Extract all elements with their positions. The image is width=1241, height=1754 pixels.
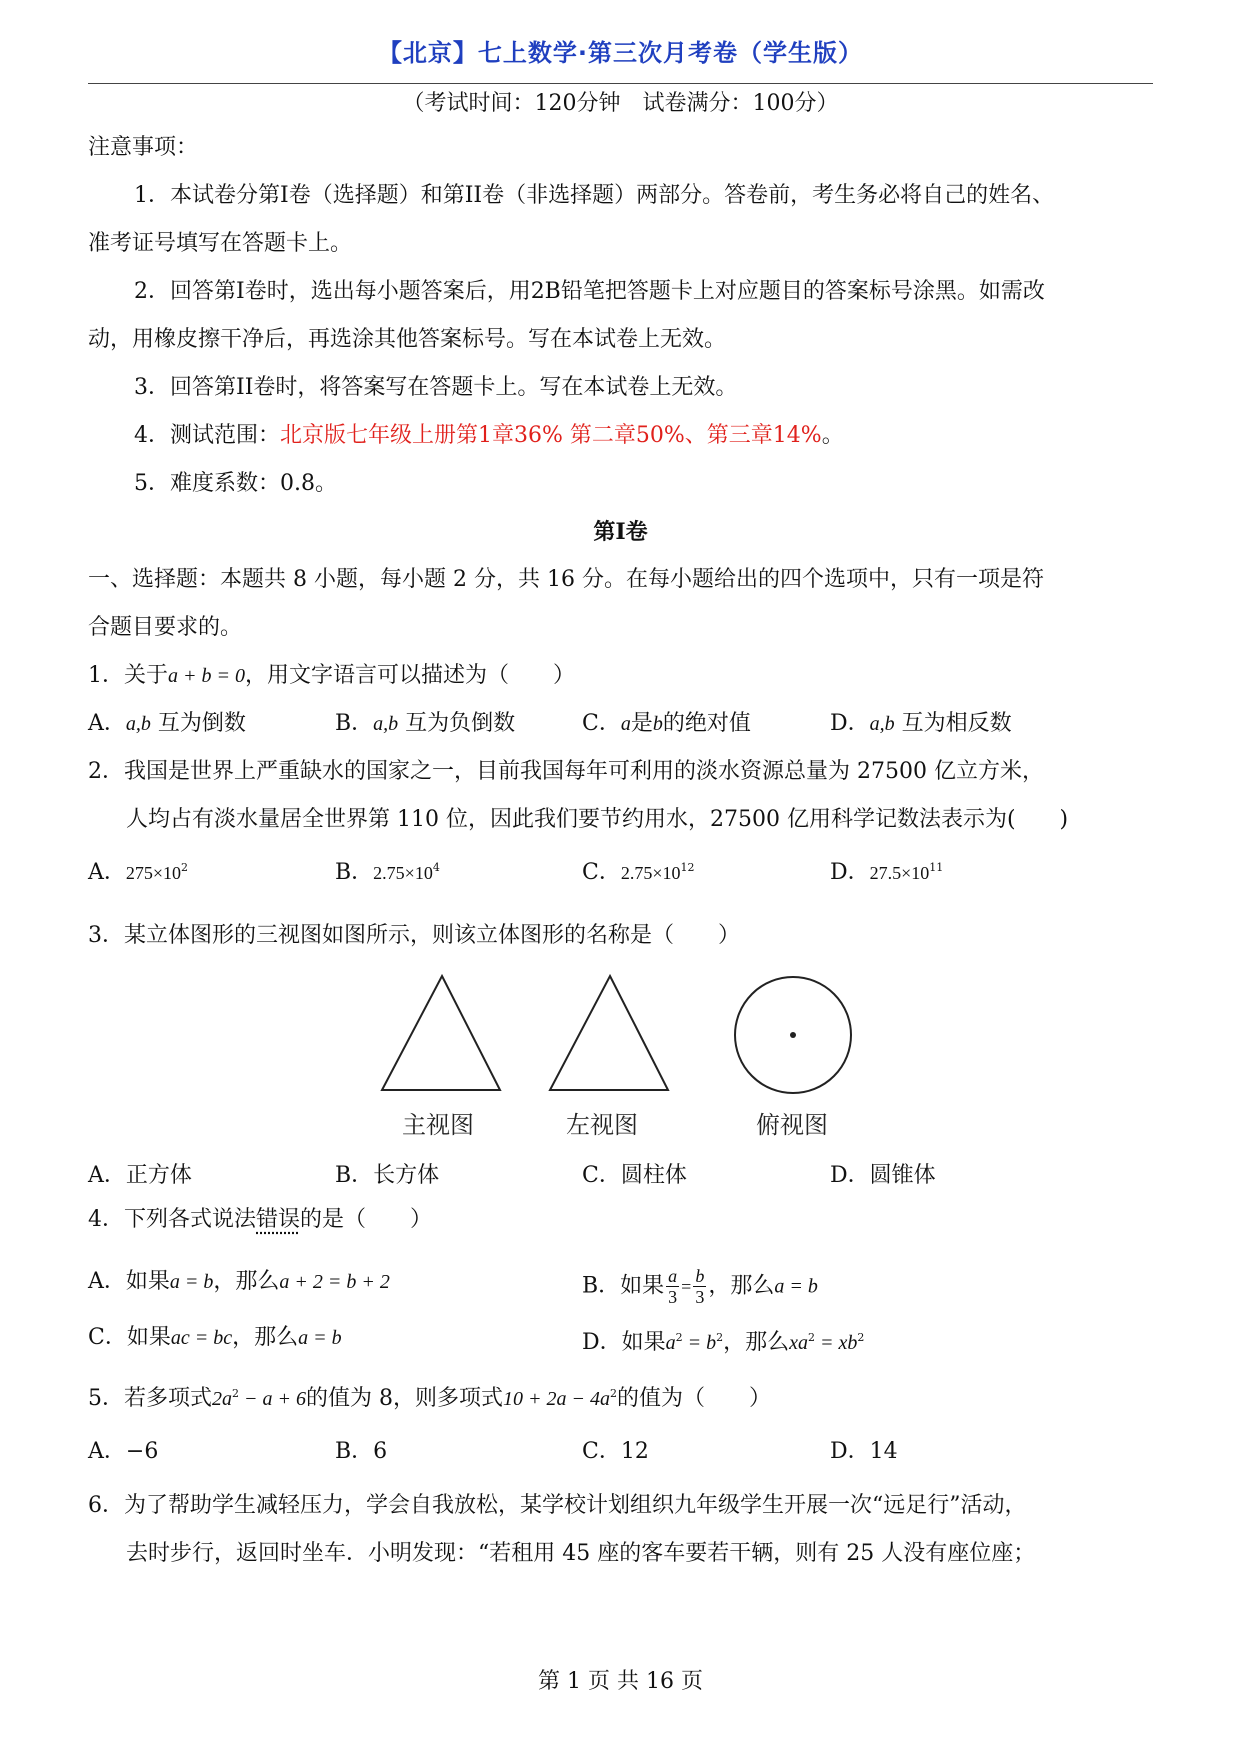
- q1-option-a: [88, 708, 246, 740]
- q3-option-a: A．正方体: [88, 1163, 192, 1188]
- section-title: 第I卷: [593, 519, 648, 545]
- q4-c-pre: C．如果: [88, 1325, 171, 1350]
- q3-option-b: B．长方体: [335, 1163, 440, 1188]
- left-view-label: 左视图: [566, 1111, 638, 1139]
- q2-c-label: C．: [582, 860, 621, 885]
- top-view-center-dot: [790, 1032, 796, 1038]
- q2-option-a: [88, 852, 188, 889]
- q5-mid: 的值为 8，则多项式: [306, 1386, 503, 1411]
- q4-a-m1: a = b: [169, 1271, 214, 1293]
- q4-post: 的是（ ）: [300, 1207, 433, 1232]
- q1-option-c: [582, 708, 751, 740]
- q3-stem: 3．某立体图形的三视图如图所示，则该立体图形的名称是（ ）: [88, 923, 740, 948]
- q2-stem-1: 2．我国是世界上严重缺水的国家之一，目前我国每年可利用的淡水资源总量为 27500 亿立方米，: [88, 759, 1044, 784]
- q1-b-label: B．: [335, 711, 374, 736]
- note-5: 5．难度系数：0.8。: [134, 471, 337, 496]
- q4-b-num2: b: [695, 1266, 705, 1286]
- q6-stem-1: 6．为了帮助学生减轻压力，学会自我放松，某学校计划组织九年级学生开展一次“远足行”活动，: [88, 1493, 1027, 1518]
- q4-b-den2: 3: [695, 1287, 705, 1307]
- q2-c-base: 2.75×10: [620, 863, 681, 883]
- front-view-triangle: [382, 976, 500, 1090]
- q2-b-base: 2.75×10: [373, 863, 433, 883]
- q5-exp2: 2: [610, 1387, 617, 1400]
- q1-post: ，用文字语言可以描述为（ ）: [245, 663, 576, 688]
- front-view-label: 主视图: [402, 1111, 474, 1139]
- part1-instruction-a: 一、选择题：本题共 8 小题，每小题 2 分，共 16 分。在每小题给出的四个选项中，只有一项是符: [88, 567, 1044, 592]
- q2-a-exp: 2: [181, 861, 189, 874]
- note-4-label: 4．测试范围：: [134, 423, 280, 448]
- header-rule: [88, 83, 1153, 84]
- q1-pre: 1．关于: [88, 663, 168, 688]
- q4-d-exp4: 2: [857, 1331, 865, 1344]
- q4-d-m2b: = xb: [815, 1332, 858, 1354]
- q1-b-math: a,b: [373, 713, 399, 735]
- q4-c-m1: ac = bc: [170, 1327, 233, 1349]
- q5-m1a: 2a: [212, 1388, 232, 1410]
- q2-a-label: A．: [88, 860, 126, 885]
- q4-stem: [88, 1204, 432, 1236]
- q4-option-b: [582, 1266, 818, 1307]
- q5-stem: [88, 1378, 771, 1415]
- q5-post: 的值为（ ）: [617, 1386, 772, 1411]
- q2-d-exp: 11: [929, 861, 944, 874]
- q5-option-b: B．6: [335, 1439, 388, 1464]
- q2-a-base: 275×10: [125, 863, 182, 883]
- q2-stem-2: 人均占有淡水量居全世界第 110 位，因此我们要节约用水，27500 亿用科学记数法表示为( ): [126, 807, 1069, 832]
- q4-option-d: [582, 1322, 864, 1359]
- q1-c-text2: 的绝对值: [662, 711, 751, 736]
- q4-c-m2: a = b: [298, 1327, 342, 1349]
- q1-a-label: A．: [88, 711, 126, 736]
- note-4: [134, 420, 844, 452]
- q5-m2a: 10 + 2a − 4a: [503, 1388, 610, 1410]
- test-scope: 北京版七年级上册第1章36% 第二章50%、第三章14%: [280, 423, 822, 448]
- q1-c-text1: 是: [630, 711, 653, 736]
- q4-d-exp3: 2: [808, 1331, 816, 1344]
- q4-b-den1: 3: [668, 1287, 678, 1307]
- q2-c-exp: 12: [680, 861, 695, 874]
- q1-c-label: C．: [582, 711, 621, 736]
- q1-b-text: 互为负倒数: [405, 711, 516, 736]
- q4-option-c: [88, 1322, 342, 1354]
- page-footer: 第 1 页 共 16 页: [538, 1669, 703, 1694]
- q2-option-b: [335, 852, 440, 889]
- q1-d-label: D．: [830, 711, 870, 736]
- left-view-triangle: [550, 976, 668, 1090]
- q6-stem-2: 去时步行，返回时坐车．小明发现：“若租用 45 座的客车要若干辆，则有 25 人没有座位座；: [126, 1541, 1036, 1566]
- q1-a-math: a,b: [125, 713, 151, 735]
- q5-exp1: 2: [232, 1387, 239, 1400]
- notes-title: 注意事项：: [88, 135, 199, 160]
- q5-option-d: D．14: [830, 1439, 898, 1464]
- q1-option-d: [830, 708, 1012, 740]
- q4-b-num1: a: [668, 1266, 678, 1286]
- q4-b-frac1: [666, 1266, 679, 1307]
- q2-option-c: [582, 852, 695, 889]
- q3-option-c: C．圆柱体: [582, 1163, 687, 1188]
- q1-option-b: [335, 708, 515, 740]
- q4-b-pre: B．如果: [582, 1273, 665, 1299]
- top-view-label: 俯视图: [756, 1111, 828, 1139]
- exam-info: （考试时间：120分钟 试卷满分：100分）: [402, 91, 839, 116]
- note-2a: 2．回答第I卷时，选出每小题答案后，用2B铅笔把答题卡上对应题目的答案标号涂黑。如需改: [134, 279, 1045, 304]
- q4-d-m1a: a: [665, 1332, 676, 1354]
- q4-d-exp1: 2: [675, 1331, 683, 1344]
- part1-instruction-b: 合题目要求的。: [88, 615, 243, 640]
- q1-d-math: a,b: [869, 713, 895, 735]
- q1-stem: [88, 660, 575, 692]
- q1-d-text: 互为相反数: [901, 711, 1012, 736]
- q4-pre: 4．下列各式说法: [88, 1207, 256, 1232]
- q4-d-exp2: 2: [716, 1331, 724, 1344]
- note-4-end: 。: [821, 423, 844, 448]
- q1-c-math2: b: [652, 713, 663, 735]
- q5-pre: 5．若多项式: [88, 1386, 212, 1411]
- q4-b-mid: ，那么: [708, 1273, 775, 1299]
- note-2b: 动，用橡皮擦干净后，再选涂其他答案标号。写在本试卷上无效。: [88, 327, 727, 352]
- q4-d-m1b: = b: [682, 1332, 717, 1354]
- q4-b-eq: =: [681, 1276, 692, 1297]
- q2-b-label: B．: [335, 860, 374, 885]
- q2-b-exp: 4: [432, 861, 440, 874]
- q2-d-label: D．: [830, 860, 870, 885]
- q3-option-d: D．圆锥体: [830, 1163, 936, 1188]
- q4-a-m2: a + 2 = b + 2: [279, 1271, 390, 1293]
- q1-a-text: 互为倒数: [157, 711, 246, 736]
- q1-c-math1: a: [620, 713, 631, 735]
- q4-b-m2: a = b: [774, 1275, 818, 1298]
- note-1a: 1．本试卷分第I卷（选择题）和第II卷（非选择题）两部分。答卷前，考生务必将自己的姓名、: [134, 183, 1055, 208]
- q5-option-c: C．12: [582, 1439, 649, 1464]
- q4-b-frac2: [693, 1266, 706, 1307]
- page-header: 【北京】七上数学·第三次月考卷（学生版）: [377, 39, 864, 67]
- q4-d-pre: D．如果: [582, 1330, 666, 1355]
- q2-d-base: 27.5×10: [869, 863, 930, 883]
- q4-d-m2a: xa: [789, 1332, 809, 1354]
- q4-option-a: [88, 1266, 390, 1298]
- q4-a-mid: ，那么: [213, 1269, 280, 1294]
- q4-emphasis: 错误: [256, 1207, 301, 1232]
- q4-c-mid: ，那么: [232, 1325, 299, 1350]
- note-3: 3．回答第II卷时，将答案写在答题卡上。写在本试卷上无效。: [134, 375, 738, 400]
- q4-a-pre: A．如果: [88, 1269, 170, 1294]
- q5-option-a: A．−6: [88, 1439, 159, 1464]
- q5-m1b: − a + 6: [239, 1388, 306, 1410]
- q1-expr: a + b = 0: [168, 665, 245, 687]
- q2-option-d: [830, 852, 943, 889]
- note-1b: 准考证号填写在答题卡上。: [88, 231, 353, 256]
- q4-d-mid: ，那么: [723, 1330, 790, 1355]
